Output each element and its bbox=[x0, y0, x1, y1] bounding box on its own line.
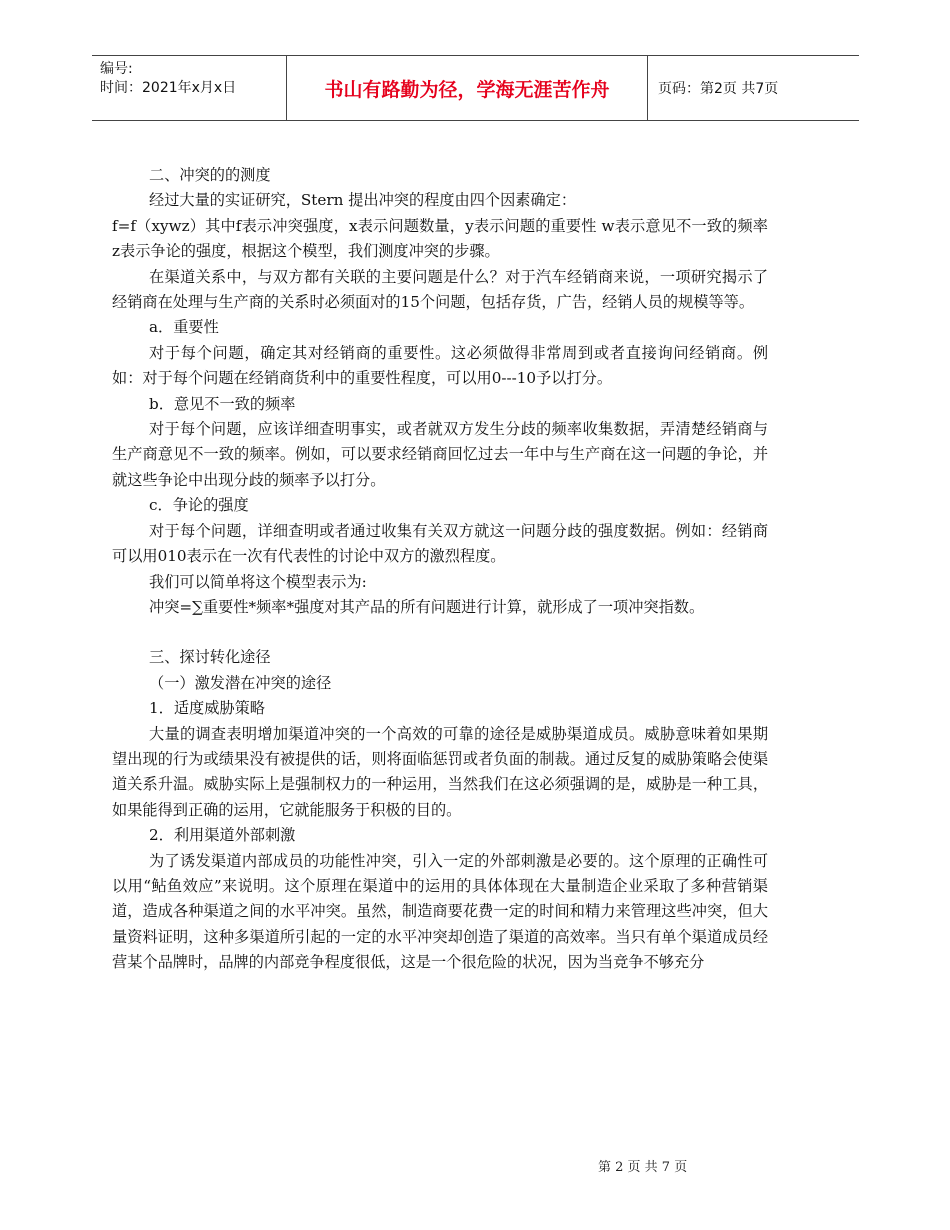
header-motto: 书山有路勤为径，学海无涯苦作舟 bbox=[286, 56, 648, 120]
paragraph: 2．利用渠道外部刺激 bbox=[149, 826, 296, 845]
paragraph: （一）激发潜在冲突的途径 bbox=[149, 673, 332, 692]
paragraph: 对于每个问题，应该详细查明事实，或者就双方发生分歧的频率收集数据，弄清楚经销商与生产商意见不一致的频率。例如，可以要求经销商回忆过去一年中与生产商在这一问题的争论，并就这些争论中出现分歧的频率予以打分。 bbox=[112, 420, 768, 489]
paragraph: 对于每个问题，详细查明或者通过收集有关双方就这一问题分歧的强度数据。例如：经销商可以用010表示在一次有代表性的讨论中双方的激烈程度。 bbox=[112, 521, 768, 566]
blank-line bbox=[112, 620, 768, 645]
paragraph: 1．适度威胁策略 bbox=[149, 699, 265, 718]
paragraph: a．重要性 bbox=[149, 318, 219, 337]
paragraph: 冲突=∑重要性*频率*强度对其产品的所有问题进行计算，就形成了一项冲突指数。 bbox=[149, 597, 705, 616]
paragraph: 三、探讨转化途径 bbox=[149, 648, 271, 667]
page-header bbox=[92, 55, 859, 121]
document-body bbox=[112, 163, 768, 976]
header-page-info: 页码：第2页 共7页 bbox=[658, 81, 779, 97]
document-time: 时间：2021年x月x日 bbox=[100, 80, 237, 96]
paragraph: f=f（xywz）其中f表示冲突强度，x表示问题数量，y表示问题的重要性 w表示意见不一致的频率 z表示争论的强度，根据这个模型，我们测度冲突的步骤。 bbox=[112, 216, 768, 261]
paragraph: 在渠道关系中，与双方都有关联的主要问题是什么？对于汽车经销商来说，一项研究揭示了经销商在处理与生产商的关系时必须面对的15个问题，包括存货，广告，经销人员的规模等等。 bbox=[112, 267, 768, 312]
paragraph: 大量的调查表明增加渠道冲突的一个高效的可靠的途径是威胁渠道成员。威胁意味着如果期望出现的行为或绩果没有被提供的话，则将面临惩罚或者负面的制裁。通过反复的威胁策略会使渠道关系升温。威胁实际上是强制权力的一种运用，当然我们在这必须强调的是，威胁是一种工具，如果能得到正确的运用，它就能服务于积极的目的。 bbox=[112, 724, 768, 819]
paragraph: 对于每个问题，确定其对经销商的重要性。这必须做得非常周到或者直接询问经销商。例如：对于每个问题在经销商货利中的重要性程度，可以用0---10予以打分。 bbox=[112, 343, 768, 388]
page-footer: 第 2 页 共 7 页 bbox=[598, 1160, 688, 1175]
paragraph: 经过大量的实证研究，Stern 提出冲突的程度由四个因素确定： bbox=[149, 191, 577, 210]
paragraph: 为了诱发渠道内部成员的功能性冲突，引入一定的外部刺激是必要的。这个原理的正确性可以用“鲇鱼效应”来说明。这个原理在渠道中的运用的具体体现在大量制造企业采取了多种营销渠道，造成各种渠道之间的水平冲突。虽然，制造商要花费一定的时间和精力来管理这些冲突，但大量资料证明，这种多渠道所引起的一定的水平冲突却创造了渠道的高效率。当只有单个渠道成员经营某个品牌时，品牌的内部竞争程度很低，这是一个很危险的状况，因为当竞争不够充分 bbox=[112, 851, 768, 972]
paragraph: 我们可以简单将这个模型表示为: bbox=[149, 572, 367, 591]
document-number-label: 编号: bbox=[100, 61, 133, 77]
header-meta bbox=[92, 56, 286, 120]
paragraph: c．争论的强度 bbox=[149, 496, 249, 515]
paragraph: b．意见不一致的频率 bbox=[149, 394, 296, 413]
paragraph: 二、冲突的的测度 bbox=[149, 166, 271, 184]
